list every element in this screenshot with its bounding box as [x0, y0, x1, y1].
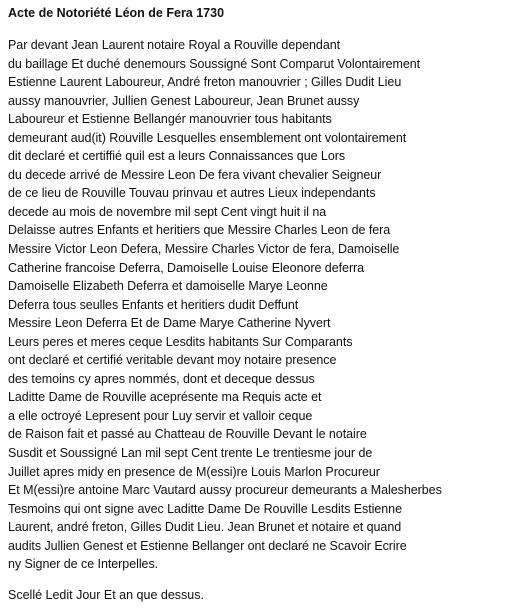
text-line: Juillet apres midy en presence de M(essi)re Louis Marlon Procureur	[8, 464, 380, 479]
document-title: Acte de Notoriété Léon de Fera 1730	[8, 6, 225, 20]
text-line: Leurs peres et meres ceque Lesdits habitants Sur Comparants	[8, 334, 353, 349]
text-line: ny Signer de ce Interpelles.	[8, 557, 159, 572]
closing-line: Scellé Ledit Jour Et an que dessus.	[8, 587, 204, 602]
text-line: demeurant aud(it) Rouville Lesquelles ensemblement ont volontairement	[8, 130, 407, 145]
text-line: Delaisse autres Enfants et heritiers que Messire Charles Leon de fera	[8, 223, 391, 238]
text-line: aussy manouvrier, Jullien Genest Laboureur, Jean Brunet aussy	[8, 93, 360, 108]
text-line: Estienne Laurent Laboureur, André freton manouvrier ; Gilles Dudit Lieu	[8, 75, 402, 90]
text-line: audits Jullien Genest et Estienne Bellanger ont declaré ne Scavoir Ecrire	[8, 538, 407, 553]
text-line: Messire Leon Deferra Et de Dame Marye Catherine Nyvert	[8, 316, 331, 331]
text-line: a elle octroyé Lepresent pour Luy servir et valloir ceque	[8, 408, 313, 423]
text-line: de ce lieu de Rouville Touvau prinvau et autres Lieux independants	[8, 186, 376, 201]
text-line: Par devant Jean Laurent notaire Royal a Rouville dependant	[8, 38, 341, 52]
document-body	[8, 36, 504, 574]
text-line: decede au mois de novembre mil sept Cent vingt huit il na	[8, 204, 327, 219]
text-line: Deferra tous seulles Enfants et heritiers dudit Deffunt	[8, 297, 299, 312]
text-line: Et M(essi)re antoine Marc Vautard aussy procureur demeurants a Malesherbes	[8, 483, 442, 498]
text-line: des temoins cy apres nommés, dont et deceque dessus	[8, 371, 315, 386]
text-line: ont declaré et certifié veritable devant moy notaire presence	[8, 353, 337, 368]
text-line: du baillage Et duché denemours Soussigné Sont Comparut Volontairement	[8, 56, 421, 71]
text-line: Messire Victor Leon Defera, Messire Charles Victor de fera, Damoiselle	[8, 242, 400, 257]
text-line: du decede arrivé de Messire Leon De fera vivant chevalier Seigneur	[8, 167, 382, 182]
text-line: Susdit et Soussigné Lan mil sept Cent trente Le trentiesme jour de	[8, 446, 373, 461]
text-line: Damoiselle Elizabeth Deferra et damoiselle Marye Leonne	[8, 279, 328, 294]
text-line: de Raison fait et passé au Chatteau de Rouville Devant le notaire	[8, 427, 367, 442]
text-line: Laboureur et Estienne Bellangér manouvrier tous habitants	[8, 112, 332, 127]
document	[8, 4, 504, 604]
text-line: Tesmoins qui ont signe avec Laditte Dame De Rouville Lesdits Estienne	[8, 501, 402, 516]
text-line: dit declaré et certiffié quil est a leurs Connaissances que Lors	[8, 149, 346, 164]
text-line: Laurent, andré freton, Gilles Dudit Lieu. Jean Brunet et notaire et quand	[8, 520, 402, 535]
text-line: Catherine francoise Deferra, Damoiselle Louise Eleonore deferra	[8, 260, 365, 275]
text-line: Laditte Dame de Rouville aceprésente ma Requis acte et	[8, 390, 322, 405]
